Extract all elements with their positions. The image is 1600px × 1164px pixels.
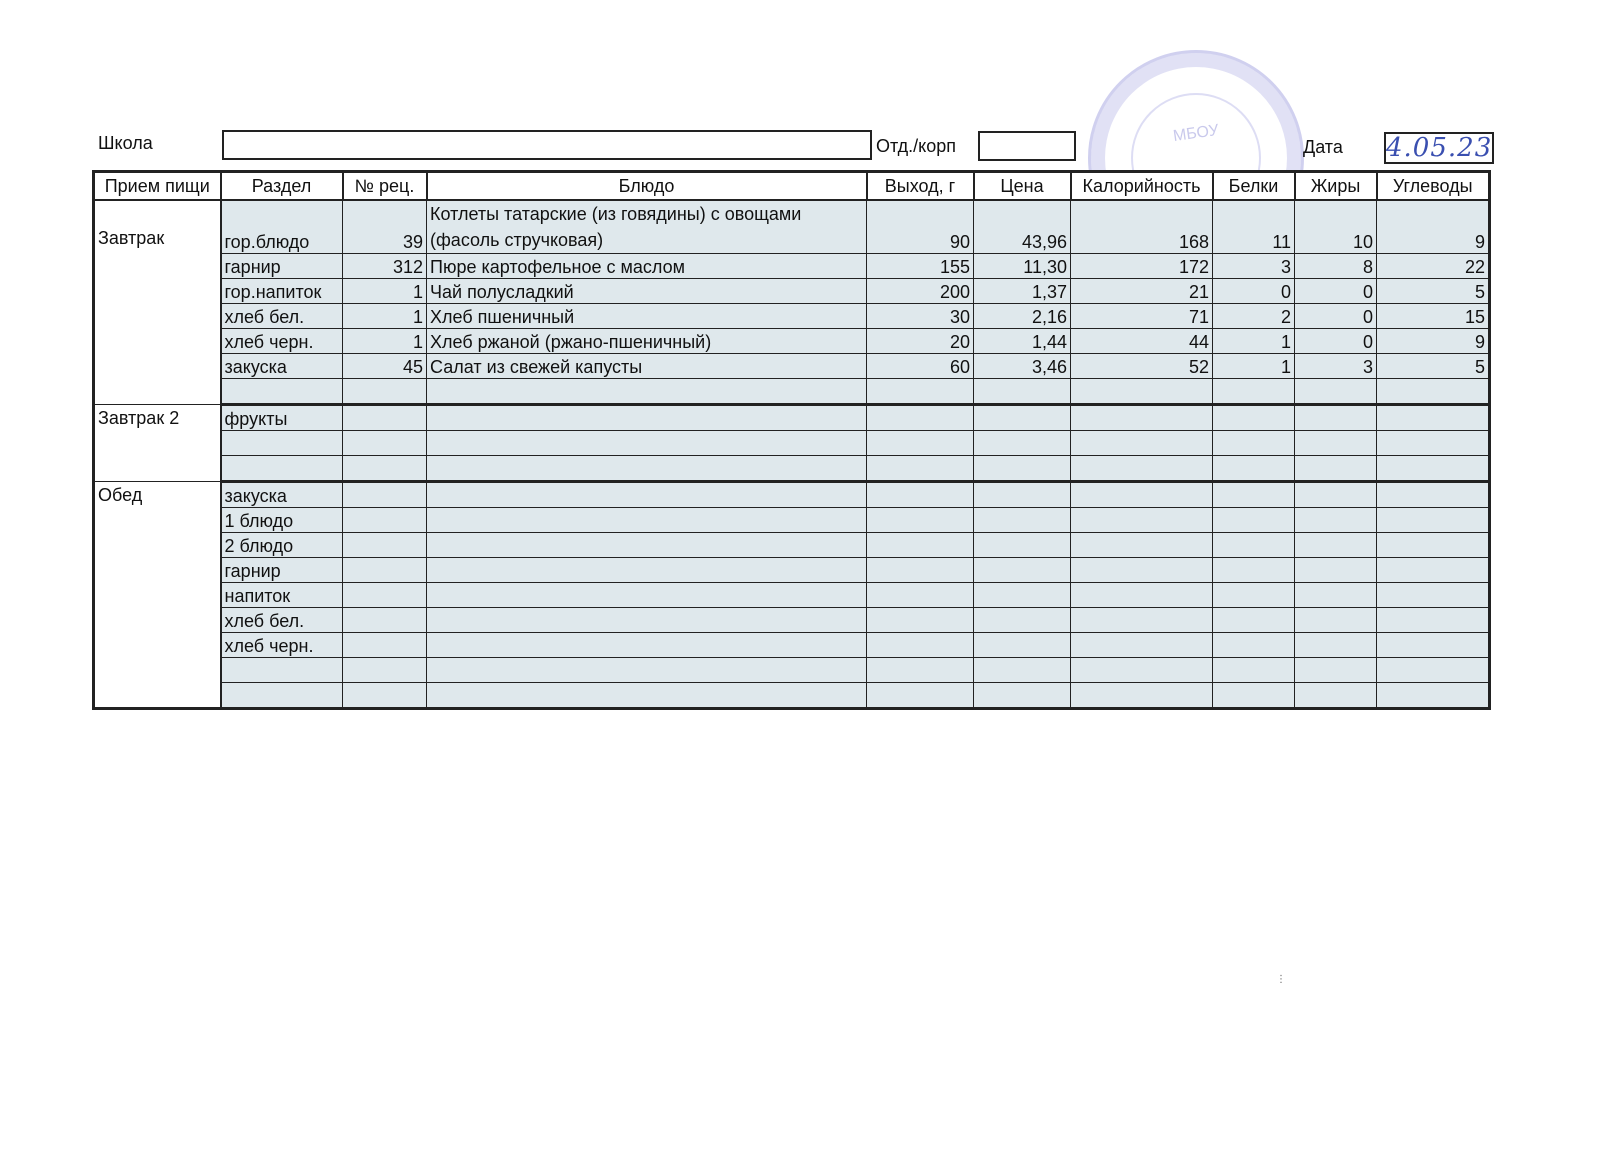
cell-recipe[interactable] [343, 558, 427, 583]
cell-section[interactable]: хлеб бел. [221, 608, 343, 633]
cell-dish[interactable] [427, 379, 867, 405]
cell-dish[interactable] [427, 431, 867, 456]
school-label: Школа [98, 133, 153, 153]
cell-recipe[interactable]: 312 [343, 254, 427, 279]
school-field[interactable] [222, 130, 872, 160]
cell-price[interactable] [974, 431, 1071, 456]
cell-dish[interactable]: Хлеб ржаной (ржано-пшеничный) [427, 329, 867, 354]
cell-fat[interactable] [1295, 379, 1377, 405]
cell-dish[interactable]: Пюре картофельное с маслом [427, 254, 867, 279]
cell-protein[interactable] [1213, 658, 1295, 683]
cell-fat[interactable] [1295, 456, 1377, 482]
table-row [94, 200, 1490, 254]
table-row [94, 508, 1490, 533]
header-col-recipe: № рец. [343, 172, 427, 201]
cell-recipe[interactable]: 1 [343, 279, 427, 304]
cell-price[interactable] [974, 608, 1071, 633]
cell-recipe[interactable] [343, 431, 427, 456]
cell-dish[interactable] [427, 533, 867, 558]
cell-section[interactable] [221, 683, 343, 709]
cell-price[interactable]: 3,46 [974, 354, 1071, 379]
date-label: Дата [1303, 137, 1343, 157]
cell-section[interactable]: закуска [221, 482, 343, 508]
table-row [94, 379, 1490, 405]
cell-yield[interactable]: 90 [867, 200, 974, 254]
cell-kcal[interactable]: 71 [1071, 304, 1213, 329]
cell-price[interactable] [974, 508, 1071, 533]
cell-protein[interactable] [1213, 633, 1295, 658]
cell-yield[interactable]: 60 [867, 354, 974, 379]
meal-name: Завтрак 2 [94, 405, 221, 482]
dept-field[interactable] [978, 131, 1076, 161]
cell-dish[interactable] [427, 508, 867, 533]
cell-dish[interactable]: Котлеты татарские (из говядины) с овощами (фасоль стручковая) [427, 200, 867, 254]
header-col-dish: Блюдо [427, 172, 867, 201]
cell-section[interactable]: гор.напиток [221, 279, 343, 304]
cell-protein[interactable] [1213, 608, 1295, 633]
cell-carbs[interactable] [1377, 456, 1490, 482]
cell-yield[interactable] [867, 633, 974, 658]
cell-kcal[interactable] [1071, 405, 1213, 431]
cell-kcal[interactable]: 52 [1071, 354, 1213, 379]
cell-kcal[interactable]: 44 [1071, 329, 1213, 354]
table-row [94, 583, 1490, 608]
cell-dish[interactable]: Салат из свежей капусты [427, 354, 867, 379]
cell-recipe[interactable] [343, 608, 427, 633]
cell-recipe[interactable] [343, 482, 427, 508]
cell-section[interactable]: хлеб черн. [221, 633, 343, 658]
cell-fat[interactable]: 0 [1295, 279, 1377, 304]
cell-carbs[interactable] [1377, 683, 1490, 709]
cell-carbs[interactable] [1377, 379, 1490, 405]
cell-fat[interactable] [1295, 583, 1377, 608]
cell-recipe[interactable]: 39 [343, 200, 427, 254]
cell-recipe[interactable] [343, 379, 427, 405]
cell-kcal[interactable] [1071, 608, 1213, 633]
cell-protein[interactable]: 0 [1213, 279, 1295, 304]
cell-kcal[interactable] [1071, 379, 1213, 405]
cell-recipe[interactable] [343, 658, 427, 683]
scan-speck: ⋮ [1276, 974, 1286, 985]
cell-kcal[interactable] [1071, 508, 1213, 533]
header-col-protein: Белки [1213, 172, 1295, 201]
table-row [94, 533, 1490, 558]
cell-carbs[interactable]: 15 [1377, 304, 1490, 329]
cell-price[interactable]: 1,44 [974, 329, 1071, 354]
table-row [94, 558, 1490, 583]
cell-fat[interactable] [1295, 508, 1377, 533]
table-header-row [94, 172, 1490, 201]
cell-yield[interactable] [867, 456, 974, 482]
cell-recipe[interactable] [343, 508, 427, 533]
cell-section[interactable]: хлеб черн. [221, 329, 343, 354]
cell-recipe[interactable]: 1 [343, 329, 427, 354]
cell-recipe[interactable] [343, 533, 427, 558]
cell-fat[interactable] [1295, 533, 1377, 558]
cell-dish[interactable] [427, 405, 867, 431]
meal-name: Обед [94, 482, 221, 709]
header-col-kcal: Калорийность [1071, 172, 1213, 201]
cell-carbs[interactable] [1377, 608, 1490, 633]
cell-section[interactable]: напиток [221, 583, 343, 608]
header-col-fat: Жиры [1295, 172, 1377, 201]
cell-yield[interactable] [867, 683, 974, 709]
cell-dish[interactable] [427, 658, 867, 683]
cell-price[interactable] [974, 533, 1071, 558]
cell-recipe[interactable]: 1 [343, 304, 427, 329]
header-col-price: Цена [974, 172, 1071, 201]
cell-carbs[interactable] [1377, 658, 1490, 683]
cell-protein[interactable] [1213, 456, 1295, 482]
cell-protein[interactable]: 1 [1213, 329, 1295, 354]
cell-price[interactable] [974, 583, 1071, 608]
cell-price[interactable] [974, 683, 1071, 709]
cell-kcal[interactable] [1071, 558, 1213, 583]
cell-fat[interactable] [1295, 633, 1377, 658]
cell-carbs[interactable]: 5 [1377, 354, 1490, 379]
cell-fat[interactable]: 8 [1295, 254, 1377, 279]
cell-price[interactable]: 43,96 [974, 200, 1071, 254]
cell-dish[interactable] [427, 558, 867, 583]
cell-fat[interactable] [1295, 558, 1377, 583]
cell-section[interactable]: хлеб бел. [221, 304, 343, 329]
cell-yield[interactable] [867, 405, 974, 431]
cell-price[interactable] [974, 658, 1071, 683]
cell-kcal[interactable] [1071, 583, 1213, 608]
cell-protein[interactable] [1213, 379, 1295, 405]
cell-price[interactable] [974, 405, 1071, 431]
cell-protein[interactable] [1213, 683, 1295, 709]
cell-section[interactable] [221, 431, 343, 456]
cell-dish[interactable] [427, 633, 867, 658]
cell-recipe[interactable] [343, 633, 427, 658]
table-row [94, 254, 1490, 279]
cell-fat[interactable] [1295, 482, 1377, 508]
cell-yield[interactable]: 30 [867, 304, 974, 329]
cell-kcal[interactable] [1071, 683, 1213, 709]
cell-carbs[interactable] [1377, 633, 1490, 658]
table-row [94, 633, 1490, 658]
cell-kcal[interactable]: 172 [1071, 254, 1213, 279]
cell-protein[interactable]: 2 [1213, 304, 1295, 329]
cell-dish[interactable] [427, 482, 867, 508]
cell-protein[interactable]: 11 [1213, 200, 1295, 254]
table-row [94, 482, 1490, 508]
table-row [94, 431, 1490, 456]
cell-section[interactable] [221, 456, 343, 482]
table-row [94, 683, 1490, 709]
cell-kcal[interactable] [1071, 633, 1213, 658]
meal-name: Завтрак [94, 200, 221, 405]
date-field[interactable]: 4.05.23 [1386, 133, 1493, 163]
cell-section[interactable]: 1 блюдо [221, 508, 343, 533]
table-row [94, 658, 1490, 683]
cell-carbs[interactable] [1377, 583, 1490, 608]
cell-carbs[interactable] [1377, 482, 1490, 508]
header-col-section: Раздел [221, 172, 343, 201]
cell-yield[interactable] [867, 583, 974, 608]
cell-section[interactable]: гарнир [221, 254, 343, 279]
table-row [94, 608, 1490, 633]
table-row [94, 405, 1490, 431]
cell-protein[interactable]: 1 [1213, 354, 1295, 379]
cell-carbs[interactable]: 9 [1377, 200, 1490, 254]
cell-yield[interactable]: 200 [867, 279, 974, 304]
cell-protein[interactable] [1213, 482, 1295, 508]
cell-dish[interactable]: Чай полусладкий [427, 279, 867, 304]
cell-recipe[interactable] [343, 683, 427, 709]
cell-recipe[interactable] [343, 583, 427, 608]
cell-kcal[interactable] [1071, 431, 1213, 456]
cell-protein[interactable] [1213, 533, 1295, 558]
cell-dish[interactable] [427, 608, 867, 633]
cell-section[interactable]: гарнир [221, 558, 343, 583]
cell-section[interactable]: закуска [221, 354, 343, 379]
cell-recipe[interactable] [343, 456, 427, 482]
header-col-carbs: Углеводы [1377, 172, 1490, 201]
cell-yield[interactable] [867, 379, 974, 405]
cell-yield[interactable] [867, 608, 974, 633]
cell-fat[interactable] [1295, 608, 1377, 633]
cell-carbs[interactable]: 22 [1377, 254, 1490, 279]
cell-fat[interactable] [1295, 658, 1377, 683]
cell-recipe[interactable]: 45 [343, 354, 427, 379]
cell-carbs[interactable] [1377, 533, 1490, 558]
stamp-text: МБОУ [1172, 121, 1220, 146]
cell-price[interactable] [974, 482, 1071, 508]
cell-fat[interactable]: 3 [1295, 354, 1377, 379]
cell-carbs[interactable] [1377, 431, 1490, 456]
cell-price[interactable] [974, 558, 1071, 583]
cell-carbs[interactable] [1377, 405, 1490, 431]
cell-fat[interactable]: 10 [1295, 200, 1377, 254]
cell-kcal[interactable] [1071, 658, 1213, 683]
table-row [94, 279, 1490, 304]
cell-protein[interactable] [1213, 508, 1295, 533]
cell-fat[interactable]: 0 [1295, 329, 1377, 354]
cell-carbs[interactable]: 5 [1377, 279, 1490, 304]
header-col-meal: Прием пищи [94, 172, 221, 201]
cell-dish[interactable] [427, 683, 867, 709]
cell-fat[interactable] [1295, 683, 1377, 709]
cell-protein[interactable] [1213, 405, 1295, 431]
cell-price[interactable]: 2,16 [974, 304, 1071, 329]
menu-table [92, 170, 1491, 710]
cell-section[interactable] [221, 658, 343, 683]
cell-price[interactable] [974, 456, 1071, 482]
cell-fat[interactable] [1295, 405, 1377, 431]
table-row [94, 456, 1490, 482]
header-col-yield: Выход, г [867, 172, 974, 201]
cell-price[interactable]: 1,37 [974, 279, 1071, 304]
cell-yield[interactable] [867, 658, 974, 683]
cell-dish[interactable] [427, 456, 867, 482]
cell-carbs[interactable] [1377, 558, 1490, 583]
cell-protein[interactable] [1213, 558, 1295, 583]
cell-kcal[interactable]: 21 [1071, 279, 1213, 304]
cell-protein[interactable] [1213, 431, 1295, 456]
cell-fat[interactable]: 0 [1295, 304, 1377, 329]
table-row [94, 354, 1490, 379]
cell-yield[interactable]: 20 [867, 329, 974, 354]
cell-dish[interactable] [427, 583, 867, 608]
cell-kcal[interactable] [1071, 482, 1213, 508]
cell-protein[interactable]: 3 [1213, 254, 1295, 279]
cell-kcal[interactable] [1071, 456, 1213, 482]
cell-yield[interactable]: 155 [867, 254, 974, 279]
cell-section[interactable]: фрукты [221, 405, 343, 431]
cell-section[interactable] [221, 379, 343, 405]
cell-carbs[interactable] [1377, 508, 1490, 533]
cell-dish[interactable]: Хлеб пшеничный [427, 304, 867, 329]
cell-price[interactable] [974, 633, 1071, 658]
cell-yield[interactable] [867, 558, 974, 583]
cell-yield[interactable] [867, 508, 974, 533]
cell-yield[interactable] [867, 431, 974, 456]
cell-recipe[interactable] [343, 405, 427, 431]
cell-carbs[interactable]: 9 [1377, 329, 1490, 354]
cell-section[interactable]: 2 блюдо [221, 533, 343, 558]
cell-price[interactable] [974, 379, 1071, 405]
cell-price[interactable]: 11,30 [974, 254, 1071, 279]
dept-label: Отд./корп [876, 136, 956, 156]
cell-kcal[interactable]: 168 [1071, 200, 1213, 254]
table-row [94, 304, 1490, 329]
table-row [94, 329, 1490, 354]
cell-section[interactable]: гор.блюдо [221, 200, 343, 254]
cell-protein[interactable] [1213, 583, 1295, 608]
cell-kcal[interactable] [1071, 533, 1213, 558]
cell-fat[interactable] [1295, 431, 1377, 456]
cell-yield[interactable] [867, 533, 974, 558]
cell-yield[interactable] [867, 482, 974, 508]
